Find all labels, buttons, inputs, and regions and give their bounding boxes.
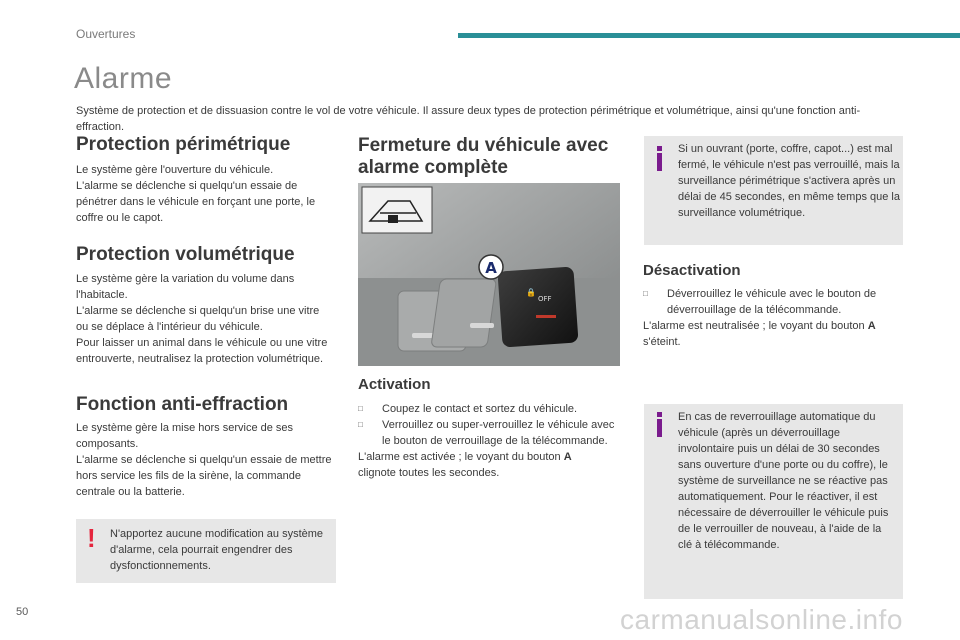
desactivation-steps xyxy=(643,286,905,318)
warning-box xyxy=(76,519,336,583)
volumetrique-text xyxy=(76,271,332,367)
exclamation-icon: ! xyxy=(87,523,96,553)
activation-step-2: □ Verrouillez ou super-verrouillez le véhicule avec le bouton de verrouillage de la télécommande. xyxy=(358,417,620,449)
page-title: Alarme xyxy=(74,62,173,95)
volumetrique-line-3: Pour laisser un animal dans le véhicule ou une vitre entrouverte, neutralisez la protection volumétrique. xyxy=(76,337,328,365)
anti-effraction-text xyxy=(76,420,332,500)
volumetrique-line-2: L'alarme se déclenche si quelqu'un brise une vitre ou se déplace à l'intérieur du véhicule. xyxy=(76,305,320,333)
heading-fonction-anti-effraction: Fonction anti-effraction xyxy=(76,394,289,415)
header-accent-bar xyxy=(458,33,960,38)
activation-result: L'alarme est activée ; le voyant du bouton A clignote toutes les secondes. xyxy=(358,451,572,479)
desactivation-step-1: □ Déverrouillez le véhicule avec le bouton de déverrouillage de la télécommande. xyxy=(643,286,905,318)
button-lock-glyph: 🔒 xyxy=(526,288,536,297)
activation-text xyxy=(358,401,620,481)
info-icon xyxy=(657,419,662,437)
info-icon xyxy=(657,153,662,171)
desactivation-text xyxy=(643,286,905,350)
callout-a-label: A xyxy=(485,259,497,277)
page-number: 50 xyxy=(16,606,29,618)
info-box-reverrouillage xyxy=(644,404,903,599)
button-off-label: OFF xyxy=(538,295,552,303)
info-reverrouillage-text: En cas de reverrouillage automatique du véhicule (après un déverrouillage involontaire puis un délai de 30 secondes sans ouverture d'une porte ou du coffre), le système de surveillance ne se réactive pas automatiquement. Pour le réactiver, il est nécessaire de déverrouiller le véhicule puis de le verrouiller de nouveau, à l'aide de la clé à télécommande. xyxy=(678,411,889,551)
anti-effraction-line-2: L'alarme se déclenche si quelqu'un essaie de mettre hors service les fils de la sirène, la commande centrale ou la batterie. xyxy=(76,454,332,498)
heading-desactivation: Désactivation xyxy=(643,262,741,279)
heading-fermeture: Fermeture du véhicule avec alarme complète xyxy=(358,135,609,178)
alarm-button-illustration xyxy=(358,183,620,366)
desactivation-result: L'alarme est neutralisée ; le voyant du bouton A s'éteint. xyxy=(643,320,876,348)
intro-paragraph: Système de protection et de dissuasion contre le vol de votre véhicule. Il assure deux types de protection périmétrique et volumétrique, ainsi qu'une fonction anti-effraction. xyxy=(76,105,861,133)
perimetrique-line-1: Le système gère l'ouverture du véhicule. xyxy=(76,164,274,176)
watermark: carmanualsonline.info xyxy=(620,604,903,635)
alarm-button-photo xyxy=(358,183,620,366)
anti-effraction-line-1: Le système gère la mise hors service de ses composants. xyxy=(76,422,294,450)
perimetrique-text xyxy=(76,162,338,226)
warning-text: N'apportez aucune modification au système d'alarme, cela pourrait engendrer des dysfonctionnements. xyxy=(110,528,324,572)
volumetrique-line-1: Le système gère la variation du volume dans l'habitacle. xyxy=(76,273,295,301)
activation-step-1: □ Coupez le contact et sortez du véhicule. xyxy=(358,401,620,417)
perimetrique-line-2: L'alarme se déclenche si quelqu'un essaie de pénétrer dans le véhicule en forçant une porte, le coffre ou le capot. xyxy=(76,180,316,224)
heading-protection-volumetrique: Protection volumétrique xyxy=(76,244,295,265)
info-ouvrant-text: Si un ouvrant (porte, coffre, capot...) est mal fermé, le véhicule n'est pas verrouillé, mais la surveillance périmétrique s'activera après un délai de 45 secondes, en même temps que la surveillance volumétrique. xyxy=(678,143,900,219)
activation-steps xyxy=(358,401,620,449)
section-label: Ouvertures xyxy=(76,27,136,41)
heading-protection-perimetrique: Protection périmétrique xyxy=(76,134,291,155)
info-box-ouvrant xyxy=(644,136,903,245)
heading-activation: Activation xyxy=(358,376,431,393)
